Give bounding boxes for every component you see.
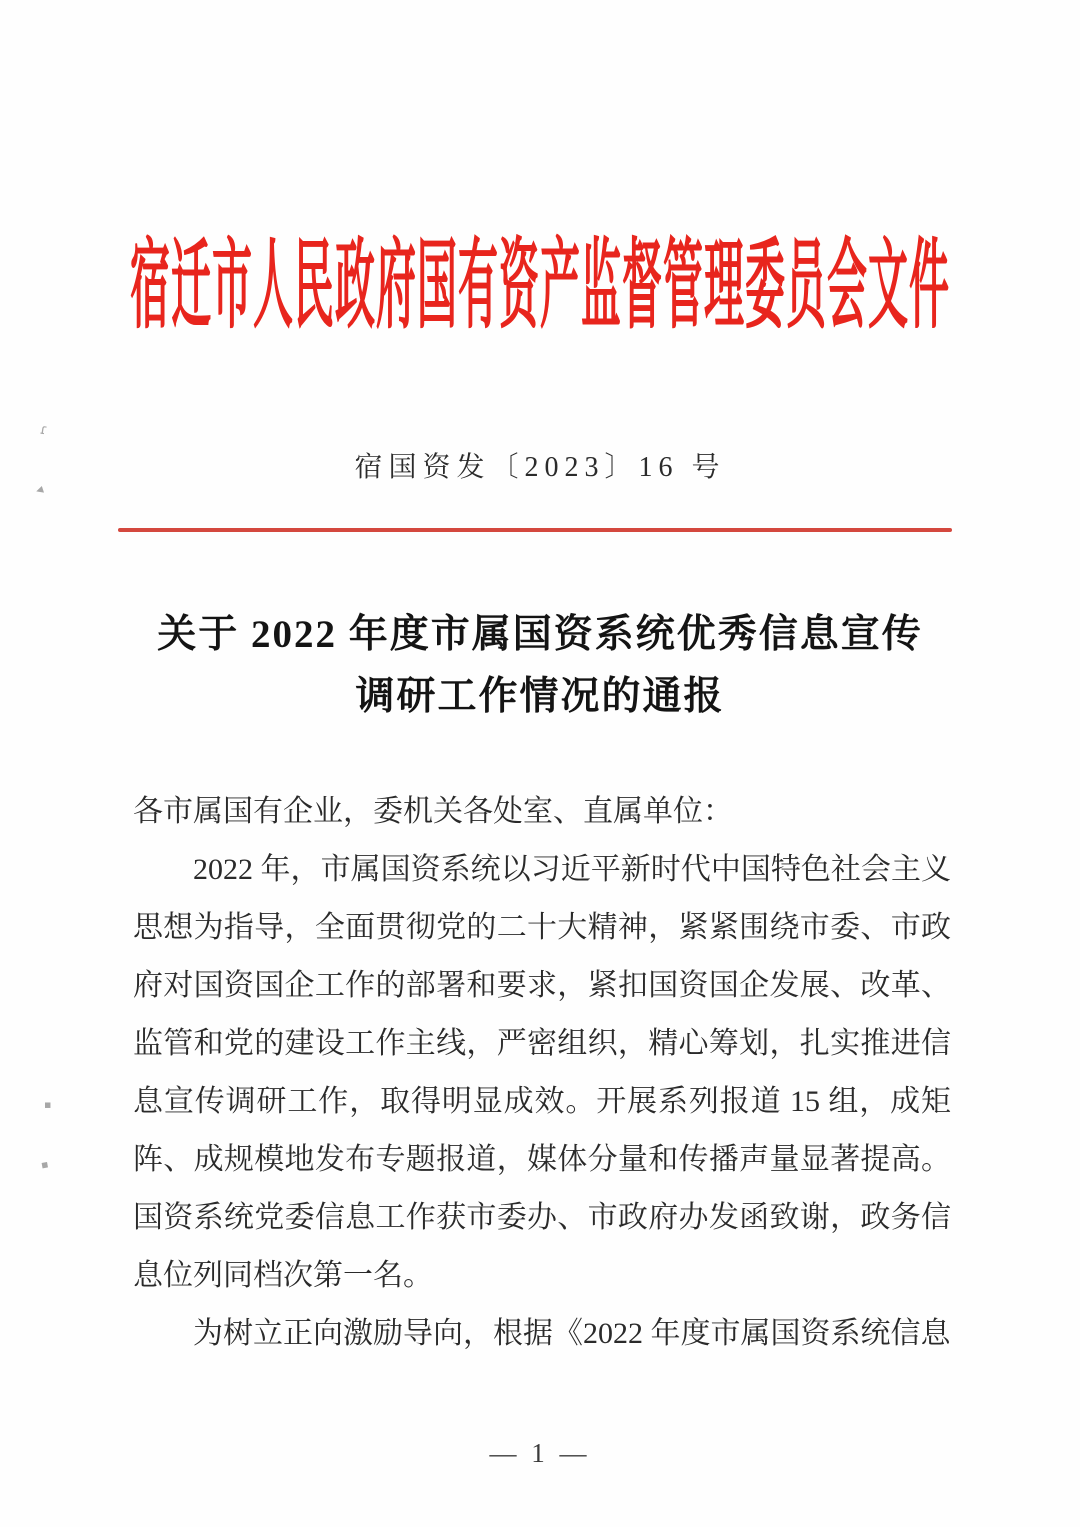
document-title-line2: 调研工作情况的通报 (355, 675, 725, 718)
scan-artifact: ◂ (33, 481, 46, 499)
scan-artifact: ▪ (44, 1098, 52, 1111)
body-paragraph-2: 为树立正向激励导向，根据《2022 年度市属国资系统信息 (193, 1317, 951, 1350)
document-number: 宿国资发〔2023〕16 号 (354, 452, 726, 483)
scan-artifact: ▪ (39, 1157, 50, 1172)
body-paragraph-1: 2022 年，市属国资系统以习近平新时代中国特色社会主义思想为指导，全面贯彻党的二十大精神，紧紧围绕市委、市政府对国资国企工作的部署和要求，紧扣国资国企发展、改革、监管和党的建设工作主线，严密组织，精心筹划，扎实推进信息宣传调研工作，取得明显成效。开展系列报道 15 组，成矩阵、成规模地发布专题报道，媒体分量和传播声量显著提高。国资系统党委信息工作获市委办、市政府办发函致谢，政务信息位列同档次第一名。 (133, 853, 951, 1292)
document-title-line1: 关于 2022 年度市属国资系统优秀信息宣传 (157, 613, 923, 656)
document-header-title: 宿迁市人民政府国有资产监督管理委员会文件 (130, 230, 950, 341)
salutation-line: 各市属国有企业，委机关各处室、直属单位： (133, 795, 733, 828)
document-title (0, 604, 1080, 728)
document-body (133, 783, 951, 1363)
scan-artifact: ɾ (38, 421, 49, 439)
page-number: — 1 — (489, 1438, 591, 1468)
red-separator-line (118, 528, 952, 532)
